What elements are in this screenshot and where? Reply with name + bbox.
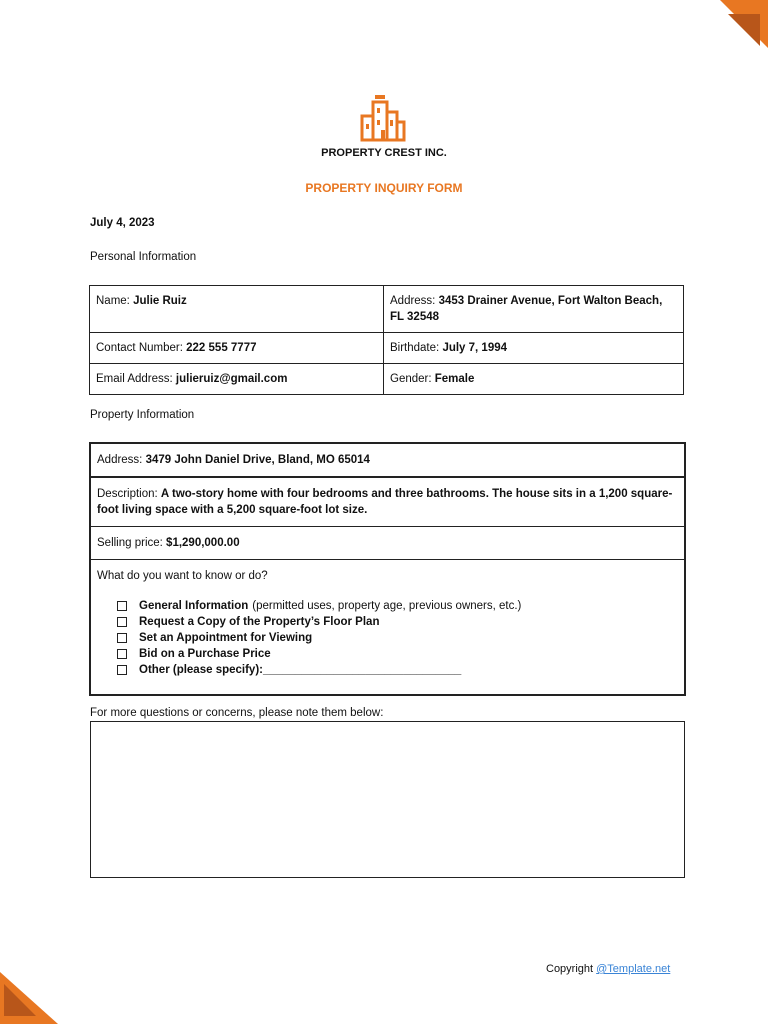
bid-purchase-checkbox[interactable] [117,649,127,659]
list-item [117,646,678,662]
personal-info-table [89,285,684,395]
name-cell [90,286,384,333]
option-label: Other (please specify):_______________________________ [139,664,462,676]
option-note: (permitted uses, property age, previous owners, etc.) [252,600,522,612]
table-row [90,364,684,395]
corner-decoration-bottom-left [0,964,60,1024]
selling-price-label: Selling price: [97,537,163,549]
form-title: PROPERTY INQUIRY FORM [305,181,463,195]
other-checkbox[interactable] [117,665,127,675]
property-description-row [91,478,684,527]
form-date: July 4, 2023 [90,217,155,229]
property-description-value: A two-story home with four bedrooms and three bathrooms. The house sits in a 1,200 square-foot living space with a 5,200 square-foot lot size. [97,488,673,516]
property-address-label: Address: [97,454,143,466]
selling-price-row [91,527,684,560]
notes-textarea[interactable] [90,721,685,878]
inquiry-options-row [91,560,684,694]
general-information-checkbox[interactable] [117,601,127,611]
viewing-appointment-checkbox[interactable] [117,633,127,643]
email-label: Email Address: [96,373,173,385]
option-label: General Information [139,600,249,612]
address-label: Address: [390,295,436,307]
copyright [546,963,670,975]
contact-label: Contact Number: [96,342,183,354]
table-row [90,333,684,364]
option-label: Request a Copy of the Property’s Floor Plan [139,616,380,628]
address-value: 3453 Drainer Avenue, Fort Walton Beach, FL 32548 [390,295,663,323]
floor-plan-checkbox[interactable] [117,617,127,627]
selling-price-value: $1,290,000.00 [166,537,240,549]
company-name: PROPERTY CREST INC. [321,147,447,159]
list-item [117,598,678,614]
email-value: julieruiz@gmail.com [175,373,288,385]
birthdate-value: July 7, 1994 [442,342,508,354]
template-link[interactable]: @Template.net [596,963,671,975]
name-label: Name: [96,295,130,307]
name-value: Julie Ruiz [133,295,187,307]
property-address-row [91,444,684,478]
corner-decoration-top-right [708,0,768,60]
gender-cell [384,364,684,395]
birthdate-cell [384,333,684,364]
property-address-value: 3479 John Daniel Drive, Bland, MO 65014 [145,454,370,466]
gender-value: Female [434,373,475,385]
option-label: Set an Appointment for Viewing [139,632,313,644]
property-description-label: Description: [97,488,158,500]
contact-cell [90,333,384,364]
property-info-box [89,442,686,696]
buildings-icon [357,92,409,144]
table-row [90,286,684,333]
notes-label: For more questions or concerns, please note them below: [90,707,384,719]
option-label: Bid on a Purchase Price [139,648,271,660]
list-item [117,630,678,646]
email-cell [90,364,384,395]
list-item [117,614,678,630]
inquiry-options-list [117,598,678,678]
birthdate-label: Birthdate: [390,342,440,354]
personal-info-heading: Personal Information [90,251,197,263]
copyright-label: Copyright [546,963,594,975]
inquiry-question: What do you want to know or do? [97,570,268,582]
address-cell [384,286,684,333]
list-item [117,662,678,678]
gender-label: Gender: [390,373,432,385]
contact-value: 222 555 7777 [186,342,257,354]
property-info-heading: Property Information [90,409,195,421]
